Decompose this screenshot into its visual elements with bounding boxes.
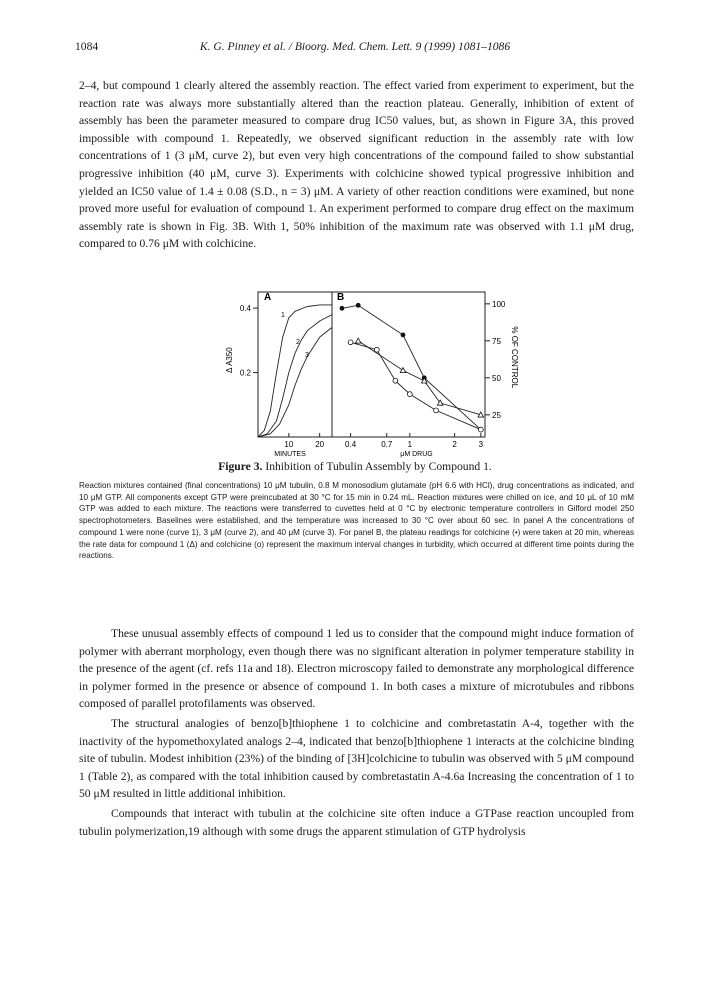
data-point-compound-1 <box>355 338 361 343</box>
curve-label-2: 2 <box>296 339 300 346</box>
y-left-tick-label: 0.4 <box>239 304 251 314</box>
data-point-colchicine-rate <box>348 340 353 345</box>
x-b-tick-label: 0.7 <box>381 440 393 449</box>
x-b-tick-label: 0.4 <box>345 440 357 449</box>
curve-label-1: 1 <box>281 312 285 319</box>
paragraph-2: These unusual assembly effects of compound 1 led us to consider that the compound might induce formation of polymer with aberrant morphology, even though there was no significant alteration in polymer temperature stability in the presence of the agent (cf. refs 11a and 18). Electron microscopy failed to demonstrate any morphological difference in polymer formed in the presence or absence of compound 1. In both cases a mixture of microtubules and ribbons composed of parallel protofilaments was observed. <box>79 627 634 711</box>
panel-a-curve-3 <box>258 327 332 437</box>
page-number: 1084 <box>75 40 99 53</box>
panel-a-curve-1 <box>258 305 332 437</box>
data-point-compound-1 <box>400 368 406 373</box>
x-a-axis-label: MINUTES <box>274 451 306 458</box>
data-point-colchicine-plateau <box>356 303 361 308</box>
paragraph-1: 2–4, but compound 1 clearly altered the assembly reaction. The effect varied from experiment to experiment, but the reaction rate was always more substantially altered than the reaction plateau. Generally, inhibition of extent of assembly has been the parameter measured to compare drug IC50 values, but, as shown in Figure 3A, this proved impossible with compound 1. Repeatedly, we observed significant reduction in the assembly rate with low concentrations of 1 (3 μM, curve 2), but even very high concentrations of the compound failed to show substantial progressive inhibition (40 μM, curve 3). Experiments with colchicine showed typical progressive inhibition and yielded an IC50 value of 1.4 ± 0.08 (S.D., n = 3) μM. A variety of other reaction conditions were examined, but none proved more useful for evaluation of compound 1. An experiment performed to compare drug effect on the maximum assembly rate is shown in Fig. 3B. With 1, 50% inhibition of the maximum rate was observed with 1.1 μM drug, compared to 0.76 μM with colchicine. <box>79 79 634 251</box>
y-left-axis-label: Δ A350 <box>225 347 234 374</box>
data-point-colchicine-plateau <box>340 306 345 311</box>
data-point-colchicine-rate <box>478 427 483 432</box>
y-left-tick-label: 0.2 <box>239 368 251 378</box>
figure-3 <box>225 284 519 462</box>
panel-b-label: B <box>337 292 345 303</box>
panel-b-line-2 <box>351 342 481 429</box>
x-a-tick-label: 20 <box>315 440 325 449</box>
data-point-colchicine-plateau <box>401 333 406 338</box>
panel-a-curve-2 <box>258 315 332 437</box>
data-point-colchicine-rate <box>434 408 439 413</box>
figure-label: Figure 3. <box>218 460 263 473</box>
x-b-axis-label: μM DRUG <box>400 451 433 458</box>
y-right-tick-label: 50 <box>492 373 501 383</box>
data-point-colchicine-rate <box>374 347 379 352</box>
running-head: K. G. Pinney et al. / Bioorg. Med. Chem. Lett. 9 (1999) 1081–1086 <box>199 40 511 53</box>
figure-caption: Reaction mixtures contained (final concentrations) 10 μM tubulin, 0.8 M monosodium glutamate (pH 6.6 with HCl), drug concentrations as indicated, and 10 μM GTP. All components except GTP were preincubated at 30 °C for 15 min in 0.24 mL. Reaction mixtures were chilled on ice, and 10 μL of 10 mM GTP was added to each mixture. The reactions were transferred to cuvettes held at 0 °C by electronic temperature controllers in Gilford model 250 spectrophotometers. Baselines were established, and the temperature was increased to 30 °C over about 60 sec. In panel A the concentrations of compound 1 were none (curve 1), 3 μM (curve 2), and 40 μM (curve 3). For panel B, the plateau readings for colchicine (•) were taken at 20 min, whereas the rate data for compound 1 (Δ) and colchicine (o) represent the maximum interval changes in turbidity, which occurred at different time points during the reactions. <box>79 481 634 561</box>
x-b-tick-label: 2 <box>452 440 457 449</box>
y-right-tick-label: 100 <box>492 299 506 309</box>
x-b-tick-label: 1 <box>407 440 413 449</box>
figure-subtitle: Inhibition of Tubulin Assembly by Compound 1. <box>265 460 492 473</box>
curve-label-3: 3 <box>305 352 309 359</box>
paragraph-3: The structural analogies of benzo[b]thiophene 1 to colchicine and combretastatin A-4, together with the inactivity of the hypomethoxylated analogs 2–4, indicated that benzo[b]thiophene 1 interacts at the colchicine binding site of tubulin. Modest inhibition (23%) of the binding of [3H]colchicine to tubulin was observed with 5 μM compound 1 (Table 2), as compared with the total inhibition caused by combretastatin A-4.6a Increasing the concentration of 1 to 50 μM resulted in little additional inhibition. <box>79 717 634 801</box>
panel-a-label: A <box>264 292 272 303</box>
data-point-colchicine-rate <box>407 392 412 397</box>
paragraph-4: Compounds that interact with tubulin at the colchicine site often induce a GTPase reaction uncoupled from tubulin polymerization,19 although with some drugs the apparent stimulation of GTP hydrolysis <box>79 807 634 838</box>
y-right-tick-label: 25 <box>492 410 501 420</box>
panel-b-line-0 <box>342 305 481 429</box>
x-b-tick-label: 3 <box>478 440 484 449</box>
data-point-colchicine-rate <box>393 378 398 383</box>
y-right-axis-label: % OF CONTROL <box>510 326 519 389</box>
x-a-tick-label: 10 <box>284 440 294 449</box>
y-right-tick-label: 75 <box>492 336 501 346</box>
figure-3-chart <box>225 284 519 462</box>
figure-caption-title <box>75 460 635 473</box>
